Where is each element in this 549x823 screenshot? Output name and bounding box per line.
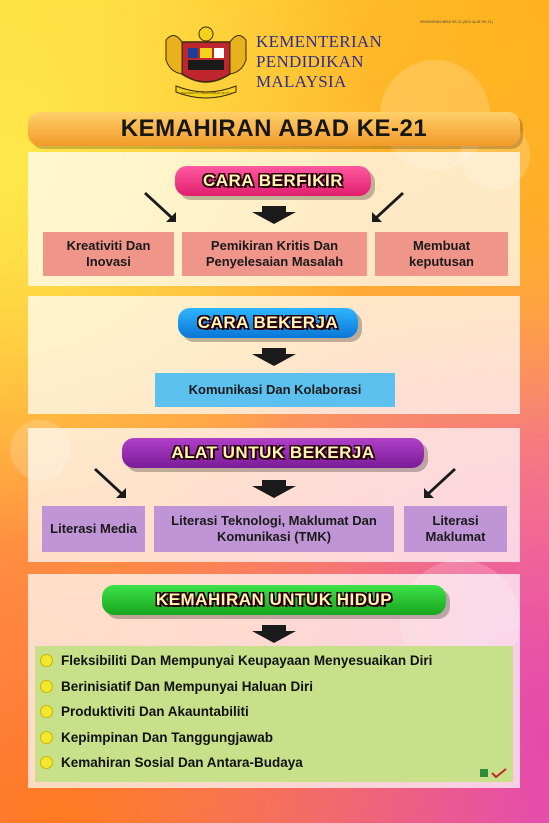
heading-cara-berfikir: CARA BERFIKIR — [175, 166, 371, 196]
box-literasi-media: Literasi Media — [42, 506, 145, 552]
list-item-label: Kemahiran Sosial Dan Antara-Budaya — [61, 755, 303, 771]
box-literasi-maklumat: Literasi Maklumat — [404, 506, 507, 552]
list-item — [40, 648, 510, 674]
ministry-line: MALAYSIA — [256, 72, 347, 91]
publisher-mark-icon — [480, 768, 508, 778]
list-item — [40, 750, 510, 776]
box-komunikasi: Komunikasi Dan Kolaborasi — [155, 373, 395, 407]
life-skills-list — [40, 648, 510, 776]
page-title: KEMAHIRAN ABAD KE-21 — [120, 115, 428, 142]
ministry-line: PENDIDIKAN — [256, 52, 364, 71]
list-item-label: Kepimpinan Dan Tanggungjawab — [61, 729, 274, 745]
list-item — [40, 725, 510, 751]
title-bar — [28, 112, 520, 146]
box-membuat-keputusan: Membuat keputusan — [375, 232, 508, 276]
box-kreativiti: Kreativiti Dan Inovasi — [43, 232, 174, 276]
arrow-down-icon — [252, 206, 296, 224]
small-header-note: KEMAHIRAN ABAD KE-21 (SKIL ALAF KE-21) — [420, 20, 493, 24]
arrow-down-icon — [252, 348, 296, 366]
bullet-dot-icon — [40, 731, 53, 744]
bullet-dot-icon — [40, 680, 53, 693]
heading-cara-bekerja: CARA BEKERJA — [178, 308, 358, 338]
ministry-name — [256, 32, 382, 92]
heading-alat-untuk-bekerja: ALAT UNTUK BEKERJA — [122, 438, 424, 468]
bullet-dot-icon — [40, 705, 53, 718]
arrow-down-icon — [252, 625, 296, 643]
list-item-label: Berinisiatif Dan Mempunyai Haluan Diri — [61, 678, 314, 694]
arrow-down-right-icon — [422, 466, 458, 500]
box-literasi-teknologi: Literasi Teknologi, Maklumat Dan Komunikasi (TMK) — [154, 506, 394, 552]
bullet-dot-icon — [40, 756, 53, 769]
box-pemikiran-kritis: Pemikiran Kritis Dan Penyelesaian Masalah — [182, 232, 367, 276]
list-item — [40, 674, 510, 700]
list-item-label: Fleksibiliti Dan Mempunyai Keupayaan Menyesuaikan Diri — [61, 653, 433, 669]
arrow-down-left-icon — [92, 466, 128, 500]
arrow-down-icon — [252, 480, 296, 498]
heading-kemahiran-untuk-hidup: KEMAHIRAN UNTUK HIDUP — [102, 585, 446, 615]
arrow-down-right-icon — [370, 190, 406, 224]
bullet-dot-icon — [40, 654, 53, 667]
ministry-line: KEMENTERIAN — [256, 32, 383, 51]
list-item — [40, 699, 510, 725]
crest-motto: BERSEKUTU BERTAMBAH MUTU — [181, 91, 231, 95]
arrow-down-left-icon — [142, 190, 178, 224]
list-item-label: Produktiviti Dan Akauntabiliti — [61, 704, 249, 720]
